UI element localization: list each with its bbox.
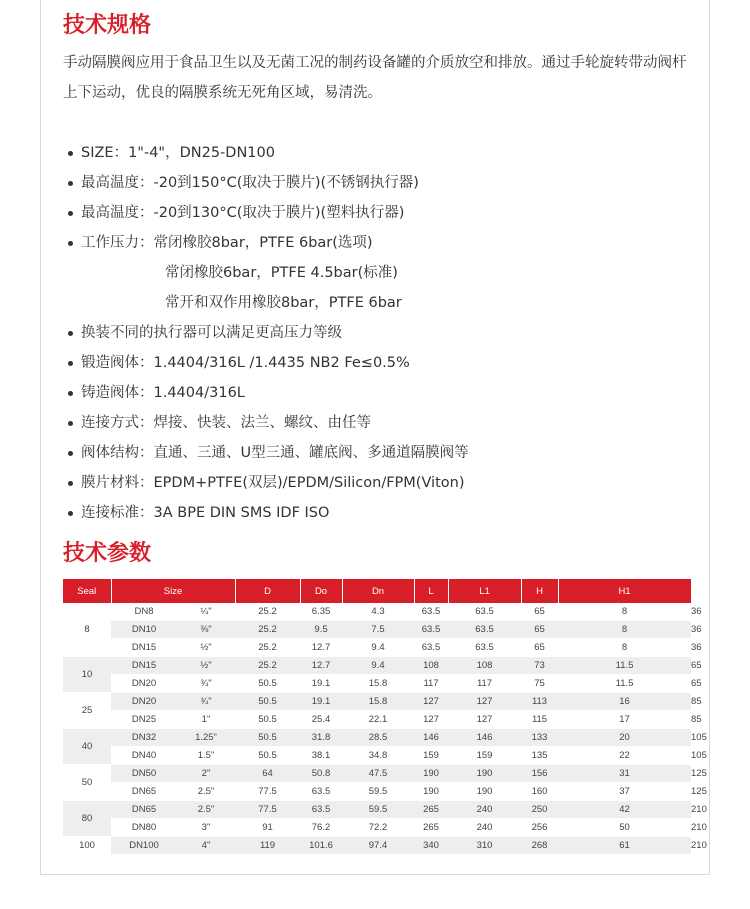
value-cell: 59.5 bbox=[342, 801, 414, 819]
value-cell: 73 bbox=[521, 657, 558, 675]
table-row: DN15 ½" 25.2 12.7 9.4 63.5 63.5 65 8 36 bbox=[63, 639, 691, 657]
value-cell: 63.5 bbox=[414, 621, 448, 639]
value-cell: 25.2 bbox=[235, 603, 300, 621]
spec-item: 连接标准：3A BPE DIN SMS IDF ISO bbox=[63, 498, 469, 528]
value-cell: 190 bbox=[414, 765, 448, 783]
inch-cell: ¾" bbox=[177, 675, 235, 693]
spec-item: 换装不同的执行器可以满足更高压力等级 bbox=[63, 318, 469, 348]
dn-cell: DN80 bbox=[111, 819, 177, 837]
value-cell: 19.1 bbox=[300, 693, 342, 711]
dn-cell: DN100 bbox=[111, 837, 177, 855]
value-cell: 113 bbox=[521, 693, 558, 711]
dn-cell: DN15 bbox=[111, 639, 177, 657]
value-cell: 61 bbox=[558, 837, 691, 855]
inch-cell: ¾" bbox=[177, 693, 235, 711]
column-header: H bbox=[521, 579, 558, 603]
value-cell: 127 bbox=[448, 711, 521, 729]
dn-cell: DN65 bbox=[111, 783, 177, 801]
dn-cell: DN20 bbox=[111, 675, 177, 693]
inch-cell: ⅜" bbox=[177, 621, 235, 639]
value-cell: 65 bbox=[521, 639, 558, 657]
seal-cell: 50 bbox=[63, 765, 111, 801]
value-cell: 63.5 bbox=[414, 603, 448, 621]
value-cell: 77.5 bbox=[235, 801, 300, 819]
table-row: 8 DN8 ¼" 25.2 6.35 4.3 63.5 63.5 65 8 36 bbox=[63, 603, 691, 621]
value-cell: 8 bbox=[558, 621, 691, 639]
value-cell: 25.2 bbox=[235, 657, 300, 675]
value-cell: 63.5 bbox=[300, 783, 342, 801]
value-cell: 20 bbox=[558, 729, 691, 747]
intro-paragraph: 手动隔膜阀应用于食品卫生以及无菌工况的制药设备罐的介质放空和排放。通过手轮旋转带动阀杆上下运动，优良的隔膜系统无死角区域，易清洗。 bbox=[63, 55, 687, 101]
value-cell: 310 bbox=[448, 837, 521, 855]
table-row: 50 DN50 2" 64 50.8 47.5 190 190 156 31 125 bbox=[63, 765, 691, 783]
spec-item: 常闭橡胶6bar，PTFE 4.5bar(标准) bbox=[165, 265, 398, 281]
value-cell: 50.5 bbox=[235, 693, 300, 711]
column-header: Dn bbox=[342, 579, 414, 603]
value-cell: 50.8 bbox=[300, 765, 342, 783]
value-cell: 340 bbox=[414, 837, 448, 855]
value-cell: 4.3 bbox=[342, 603, 414, 621]
value-cell: 9.4 bbox=[342, 639, 414, 657]
column-header: Do bbox=[300, 579, 342, 603]
section-title-params: 技术参数 bbox=[63, 541, 152, 566]
dn-cell: DN10 bbox=[111, 621, 177, 639]
parameter-table bbox=[63, 579, 707, 855]
value-cell: 31 bbox=[558, 765, 691, 783]
value-cell: 11.5 bbox=[558, 675, 691, 693]
value-cell: 250 bbox=[521, 801, 558, 819]
dn-cell: DN20 bbox=[111, 693, 177, 711]
column-header: Seal bbox=[63, 579, 111, 603]
seal-cell: 10 bbox=[63, 657, 111, 693]
value-cell: 25.4 bbox=[300, 711, 342, 729]
value-cell: 37 bbox=[558, 783, 691, 801]
inch-cell: ¼" bbox=[177, 603, 235, 621]
value-cell: 63.5 bbox=[300, 801, 342, 819]
inch-cell: 2" bbox=[177, 765, 235, 783]
table-row: DN80 3" 91 76.2 72.2 265 240 256 50 210 bbox=[63, 819, 691, 837]
value-cell: 160 bbox=[521, 783, 558, 801]
value-cell: 15.8 bbox=[342, 675, 414, 693]
value-cell: 77.5 bbox=[235, 783, 300, 801]
table-row: DN20 ¾" 50.5 19.1 15.8 117 117 75 11.5 65 bbox=[63, 675, 691, 693]
inch-cell: 2.5" bbox=[177, 783, 235, 801]
value-cell: 240 bbox=[448, 801, 521, 819]
value-cell: 65 bbox=[521, 603, 558, 621]
seal-cell: 80 bbox=[63, 801, 111, 837]
inch-cell: ½" bbox=[177, 657, 235, 675]
value-cell: 97.4 bbox=[342, 837, 414, 855]
value-cell: 9.5 bbox=[300, 621, 342, 639]
value-cell: 63.5 bbox=[414, 639, 448, 657]
value-cell: 108 bbox=[414, 657, 448, 675]
value-cell: 19.1 bbox=[300, 675, 342, 693]
value-cell: 135 bbox=[521, 747, 558, 765]
column-header: L1 bbox=[448, 579, 521, 603]
inch-cell: 1" bbox=[177, 711, 235, 729]
value-cell: 65 bbox=[521, 621, 558, 639]
spec-item: 最高温度：-20到130°C(取决于膜片)(塑料执行器) bbox=[63, 198, 469, 228]
spec-item: 最高温度：-20到150°C(取决于膜片)(不锈钢执行器) bbox=[63, 168, 469, 198]
value-cell: 127 bbox=[414, 693, 448, 711]
value-cell: 12.7 bbox=[300, 657, 342, 675]
column-header: D bbox=[235, 579, 300, 603]
value-cell: 50.5 bbox=[235, 675, 300, 693]
spec-item: 锻造阀体：1.4404/316L /1.4435 NB2 Fe≤0.5% bbox=[63, 348, 469, 378]
seal-cell: 25 bbox=[63, 693, 111, 729]
table-row: DN10 ⅜" 25.2 9.5 7.5 63.5 63.5 65 8 36 bbox=[63, 621, 691, 639]
spec-item: 阀体结构：直通、三通、U型三通、罐底阀、多通道隔膜阀等 bbox=[63, 438, 469, 468]
value-cell: 31.8 bbox=[300, 729, 342, 747]
value-cell: 59.5 bbox=[342, 783, 414, 801]
table-row: DN65 2.5" 77.5 63.5 59.5 190 190 160 37 125 bbox=[63, 783, 691, 801]
spec-item: 铸造阀体：1.4404/316L bbox=[63, 378, 469, 408]
table-row: 100 DN100 4" 119 101.6 97.4 340 310 268 61 210 bbox=[63, 837, 691, 855]
value-cell: 146 bbox=[414, 729, 448, 747]
value-cell: 101.6 bbox=[300, 837, 342, 855]
value-cell: 265 bbox=[414, 801, 448, 819]
spec-item: 膜片材料：EPDM+PTFE(双层)/EPDM/Silicon/FPM(Viton) bbox=[63, 468, 469, 498]
column-header: Size bbox=[111, 579, 235, 603]
dn-cell: DN8 bbox=[111, 603, 177, 621]
dn-cell: DN65 bbox=[111, 801, 177, 819]
value-cell: 117 bbox=[448, 675, 521, 693]
value-cell: 25.2 bbox=[235, 639, 300, 657]
value-cell: 156 bbox=[521, 765, 558, 783]
value-cell: 50.5 bbox=[235, 711, 300, 729]
table-row: 80 DN65 2.5" 77.5 63.5 59.5 265 240 250 42 210 bbox=[63, 801, 691, 819]
table-row: 40 DN32 1.25" 50.5 31.8 28.5 146 146 133 20 105 bbox=[63, 729, 691, 747]
spec-item: SIZE：1"-4"，DN25-DN100 bbox=[63, 138, 469, 168]
value-cell: 15.8 bbox=[342, 693, 414, 711]
value-cell: 42 bbox=[558, 801, 691, 819]
spec-item: 常开和双作用橡胶8bar，PTFE 6bar bbox=[165, 295, 402, 311]
inch-cell: 2.5" bbox=[177, 801, 235, 819]
value-cell: 9.4 bbox=[342, 657, 414, 675]
dn-cell: DN32 bbox=[111, 729, 177, 747]
table-header-row: Seal Size D Do Dn L L1 H H1 E bbox=[63, 579, 691, 603]
dn-cell: DN15 bbox=[111, 657, 177, 675]
inch-cell: 4" bbox=[177, 837, 235, 855]
spec-item: 工作压力：常闭橡胶8bar，PTFE 6bar(选项) bbox=[63, 228, 469, 258]
value-cell: 75 bbox=[521, 675, 558, 693]
value-cell: 159 bbox=[414, 747, 448, 765]
spec-card bbox=[40, 0, 710, 875]
table-row: DN25 1" 50.5 25.4 22.1 127 127 115 17 85 bbox=[63, 711, 691, 729]
value-cell: 63.5 bbox=[448, 639, 521, 657]
inch-cell: 3" bbox=[177, 819, 235, 837]
value-cell: 115 bbox=[521, 711, 558, 729]
value-cell: 38.1 bbox=[300, 747, 342, 765]
value-cell: 146 bbox=[448, 729, 521, 747]
value-cell: 190 bbox=[414, 783, 448, 801]
value-cell: 47.5 bbox=[342, 765, 414, 783]
value-cell: 63.5 bbox=[448, 603, 521, 621]
inch-cell: 1.5" bbox=[177, 747, 235, 765]
value-cell: 64 bbox=[235, 765, 300, 783]
value-cell: 265 bbox=[414, 819, 448, 837]
value-cell: 50.5 bbox=[235, 729, 300, 747]
value-cell: 63.5 bbox=[448, 621, 521, 639]
value-cell: 16 bbox=[558, 693, 691, 711]
value-cell: 7.5 bbox=[342, 621, 414, 639]
value-cell: 108 bbox=[448, 657, 521, 675]
inch-cell: ½" bbox=[177, 639, 235, 657]
value-cell: 34.8 bbox=[342, 747, 414, 765]
dn-cell: DN25 bbox=[111, 711, 177, 729]
seal-cell: 100 bbox=[63, 837, 111, 855]
value-cell: 22.1 bbox=[342, 711, 414, 729]
value-cell: 17 bbox=[558, 711, 691, 729]
value-cell: 28.5 bbox=[342, 729, 414, 747]
value-cell: 12.7 bbox=[300, 639, 342, 657]
column-header: H1 bbox=[558, 579, 691, 603]
value-cell: 240 bbox=[448, 819, 521, 837]
table-row: DN40 1.5" 50.5 38.1 34.8 159 159 135 22 105 bbox=[63, 747, 691, 765]
value-cell: 91 bbox=[235, 819, 300, 837]
value-cell: 76.2 bbox=[300, 819, 342, 837]
value-cell: 127 bbox=[414, 711, 448, 729]
section-title-specs: 技术规格 bbox=[63, 13, 152, 38]
value-cell: 268 bbox=[521, 837, 558, 855]
value-cell: 159 bbox=[448, 747, 521, 765]
value-cell: 190 bbox=[448, 765, 521, 783]
value-cell: 117 bbox=[414, 675, 448, 693]
inch-cell: 1.25" bbox=[177, 729, 235, 747]
value-cell: 72.2 bbox=[342, 819, 414, 837]
spec-item: 连接方式：焊接、快装、法兰、螺纹、由任等 bbox=[63, 408, 469, 438]
value-cell: 133 bbox=[521, 729, 558, 747]
value-cell: 119 bbox=[235, 837, 300, 855]
value-cell: 6.35 bbox=[300, 603, 342, 621]
value-cell: 25.2 bbox=[235, 621, 300, 639]
seal-cell: 40 bbox=[63, 729, 111, 765]
spec-list bbox=[63, 138, 469, 528]
dn-cell: DN40 bbox=[111, 747, 177, 765]
value-cell: 22 bbox=[558, 747, 691, 765]
value-cell: 256 bbox=[521, 819, 558, 837]
value-cell: 11.5 bbox=[558, 657, 691, 675]
value-cell: 8 bbox=[558, 639, 691, 657]
table-row: 25 DN20 ¾" 50.5 19.1 15.8 127 127 113 16 85 bbox=[63, 693, 691, 711]
value-cell: 190 bbox=[448, 783, 521, 801]
value-cell: 50 bbox=[558, 819, 691, 837]
value-cell: 127 bbox=[448, 693, 521, 711]
seal-cell: 8 bbox=[63, 603, 111, 657]
column-header: L bbox=[414, 579, 448, 603]
value-cell: 8 bbox=[558, 603, 691, 621]
value-cell: 50.5 bbox=[235, 747, 300, 765]
table-row: 10 DN15 ½" 25.2 12.7 9.4 108 108 73 11.5 65 bbox=[63, 657, 691, 675]
dn-cell: DN50 bbox=[111, 765, 177, 783]
